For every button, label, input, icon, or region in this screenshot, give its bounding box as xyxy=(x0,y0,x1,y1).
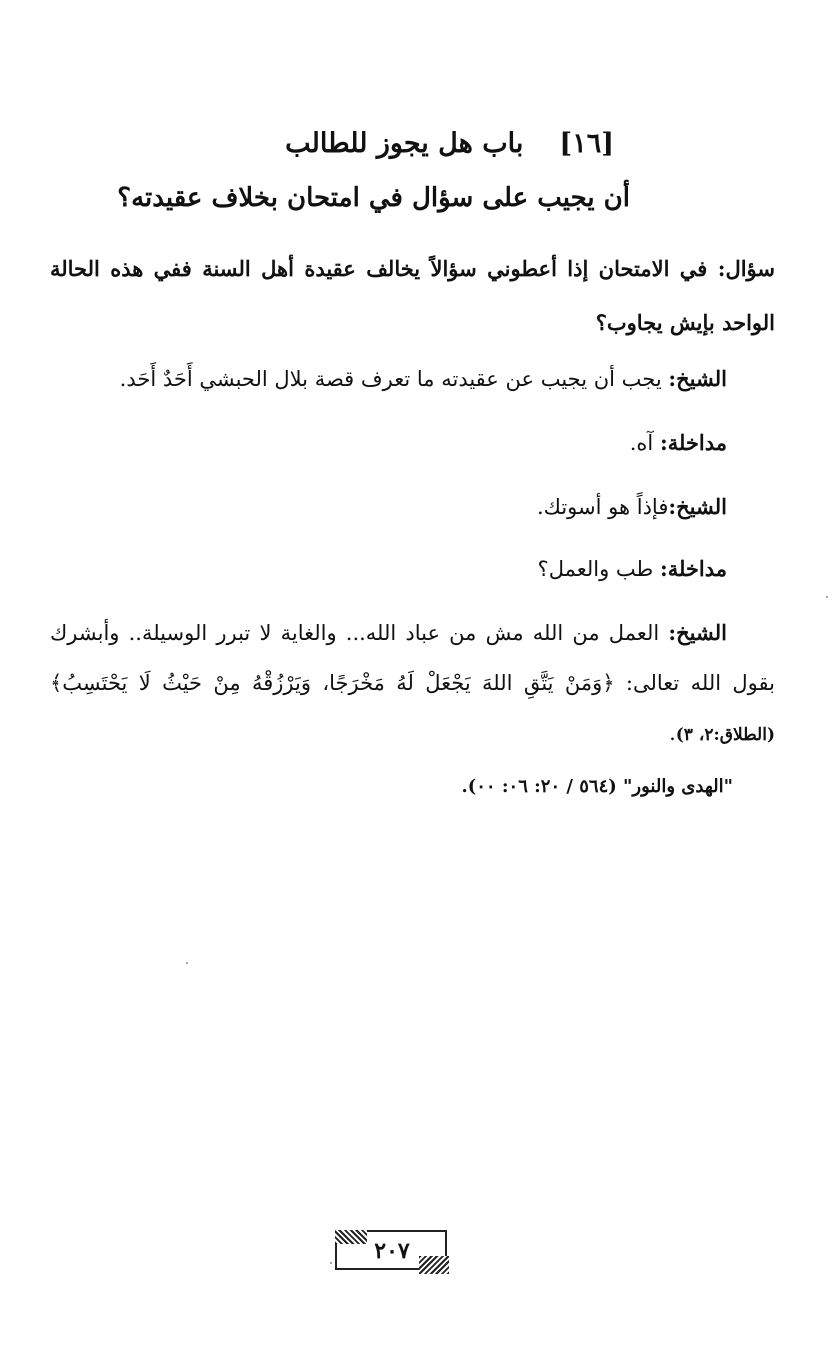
dialogue-speaker: الشيخ: xyxy=(668,366,727,391)
final-end: . xyxy=(669,721,676,745)
page-number-frame xyxy=(335,1230,447,1270)
final-answer-paragraph xyxy=(50,608,775,760)
question-text: في الامتحان إذا أعطوني سؤالاً يخالف عقيدة أهل السنة ففي هذه الحالة الواحد بإيش يجاوب؟ xyxy=(50,256,775,335)
source-citation: "الهدى والنور" (٥٦٤ / ٢٠: ٠٦: ٠٠). xyxy=(461,776,733,797)
dialogue-text: فإذاً هو أسوتك. xyxy=(536,495,669,519)
quran-verse: ﴿وَمَنْ يَتَّقِ اللهَ يَجْعَلْ لَهُ مَخْرَجًا، وَيَرْزُقْهُ مِنْ حَيْثُ لَا يَحْتَسِبُ﴾ xyxy=(50,671,615,695)
verse-reference: (الطلاق:٢، ٣) xyxy=(675,725,775,745)
page-number: ٢٠٧ xyxy=(374,1238,410,1264)
chapter-title-line2: أن يجيب على سؤال في امتحان بخلاف عقيدته؟ xyxy=(117,183,630,213)
question-paragraph xyxy=(50,242,775,350)
chapter-title-line1 xyxy=(150,124,620,164)
scan-speck xyxy=(330,1262,332,1264)
scan-speck xyxy=(186,962,188,964)
chapter-number: [١٦] xyxy=(559,128,614,159)
scan-speck xyxy=(826,596,828,598)
dialogue-speaker: مداخلة: xyxy=(659,556,727,581)
dialogue-line-1 xyxy=(50,354,775,404)
final-speaker: الشيخ: xyxy=(668,620,727,645)
question-speaker: سؤال: xyxy=(717,256,775,281)
dialogue-line-4 xyxy=(50,544,775,594)
dialogue-text: يجب أن يجيب عن عقيدته ما تعرف قصة بلال الحبشي أَحَدٌ أَحَد. xyxy=(119,367,669,391)
dialogue-text: آه. xyxy=(629,431,660,455)
dialogue-line-3 xyxy=(50,482,775,532)
chapter-title-text: باب هل يجوز للطالب xyxy=(285,128,524,159)
dialogue-text: طب والعمل؟ xyxy=(537,557,660,581)
dialogue-speaker: مداخلة: xyxy=(659,430,727,455)
dialogue-speaker: الشيخ: xyxy=(668,494,727,519)
final-text: العمل من الله مش من عباد الله... والغاية لا تبرر الوسيلة.. وأبشرك بقول الله تعالى: xyxy=(50,621,775,695)
dialogue-line-2 xyxy=(50,418,775,468)
